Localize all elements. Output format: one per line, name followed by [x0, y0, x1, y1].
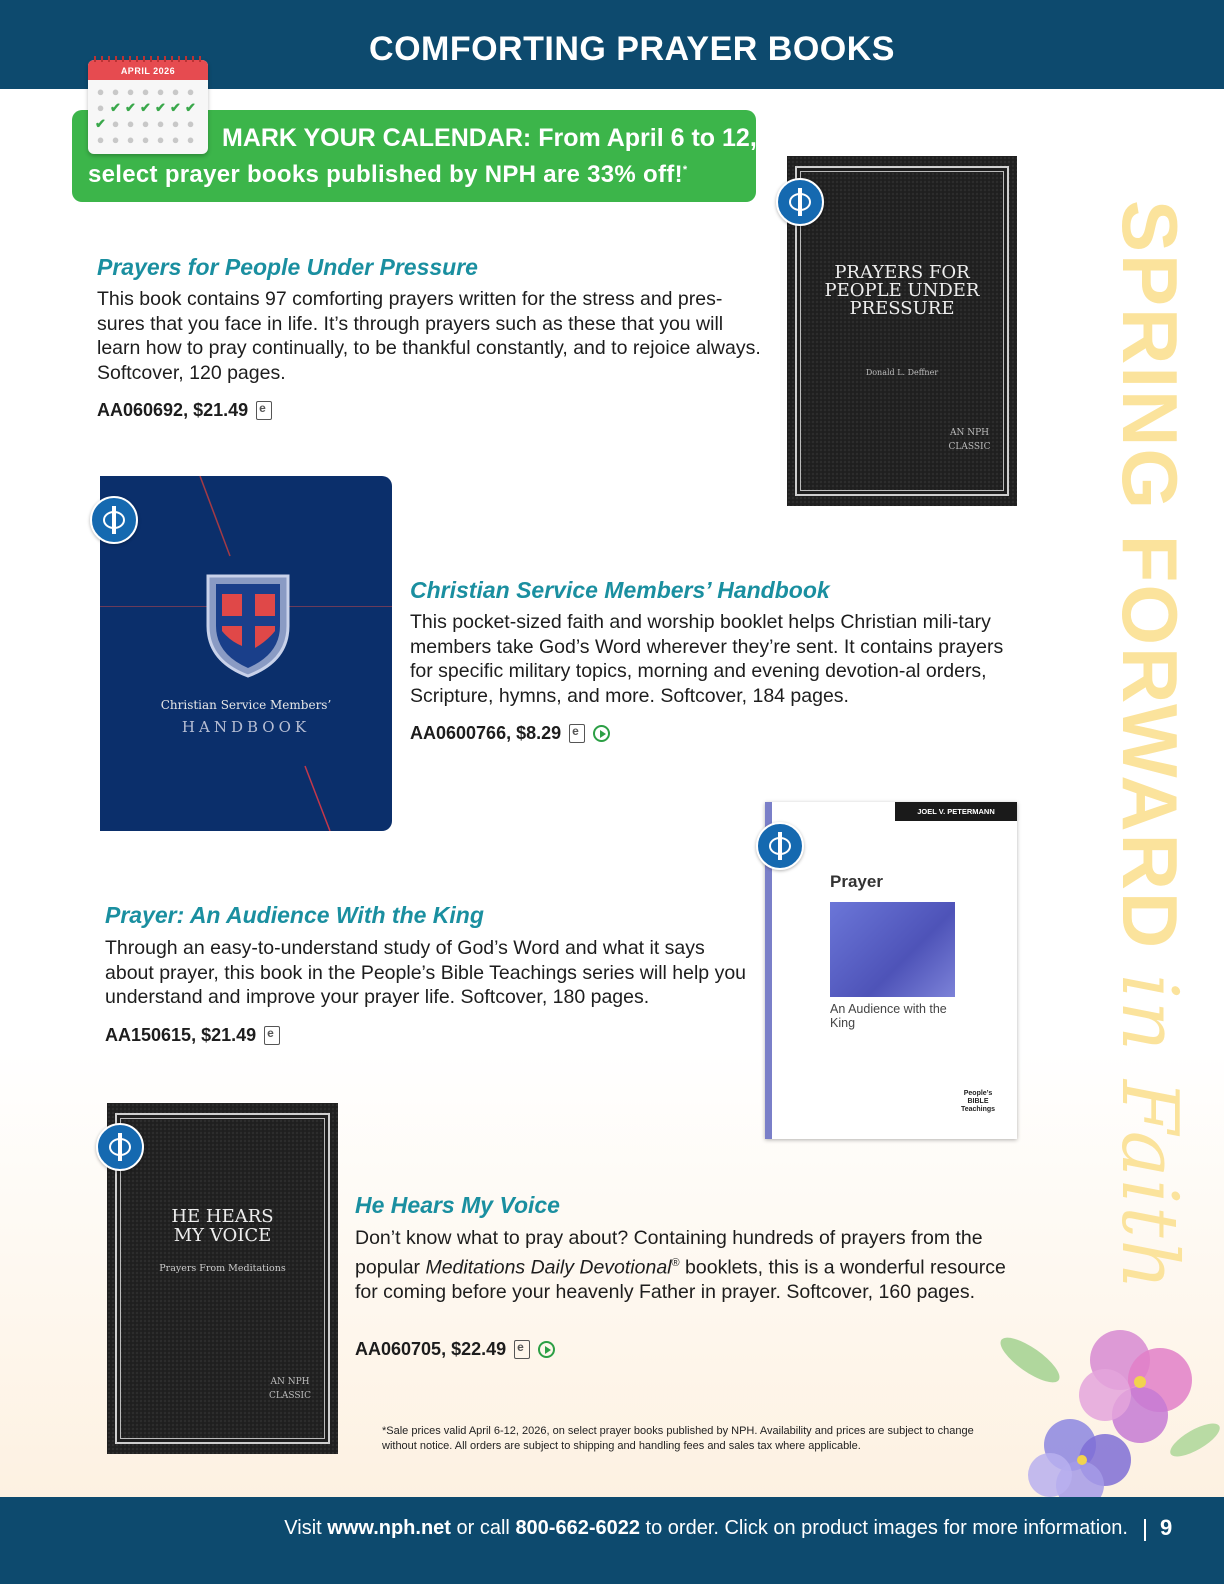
flower-decoration-icon — [990, 1320, 1224, 1520]
cover-author: JOEL V. PETERMANN — [895, 802, 1017, 821]
product-sku-4: AA060705, $22.49 e — [355, 1339, 555, 1360]
ebook-icon — [264, 1026, 280, 1045]
promo-line-2: select prayer books published by NPH are 33% off!* — [88, 161, 688, 188]
wels-cross-icon — [756, 822, 804, 870]
product-description-2: This pocket-sized faith and worship booklet helps Christian mili-tary members take God’s Word wherever they’re sent. It contains prayers for specific military topics, morning and evening devotion-al orders, Scripture, hymns, and more. Softcover, 184 pages. — [410, 611, 1004, 707]
product-sku-1: AA060692, $21.49 e — [97, 400, 272, 421]
footer-phone[interactable]: 800-662-6022 — [515, 1517, 640, 1539]
product-title-1[interactable]: Prayers for People Under Pressure — [97, 254, 478, 280]
promo-headline: MARK YOUR CALENDAR: From April 6 to 12, — [222, 124, 757, 152]
footer-url-link[interactable]: www.nph.net — [327, 1517, 451, 1539]
footer-order-info: Visit www.nph.net or call 800-662-6022 to order. Click on product images for more information. — [284, 1517, 1128, 1539]
cover-subtitle: HANDBOOK — [181, 718, 311, 736]
cover-lines — [100, 476, 392, 831]
audio-play-icon — [593, 725, 610, 742]
cover-title: Prayer — [830, 872, 883, 891]
cover-subtitle: An Audience with the King — [830, 1002, 947, 1030]
cover-title: PRAYERS FOR PEOPLE UNDER PRESSURE — [824, 262, 980, 319]
product-description-1: This book contains 97 comforting prayers written for the stress and pres-sures that you face in life. It’s through prayers such as these that you will learn how to pray continually, to be thankful constantly, and to rejoice always. Softcover, 120 pages. — [97, 288, 761, 384]
product-description-4: Don’t know what to pray about? Containing hundreds of prayers from the popular Meditations Daily Devotional® booklets, this is a wonderful resource for coming before your heavenly Father in prayer. Softcover, 160 pages. — [355, 1227, 1006, 1303]
calendar-icon: APRIL 2026 ● ● ● ● ● ● ● ● ✔ ✔ ✔ ✔ ✔ ✔ ✔ ● ● ● ● ● ● ● ● ● ● ● ● ● — [88, 60, 208, 154]
cover-subtitle: Prayers From Meditations — [159, 1263, 286, 1274]
product-title-4[interactable]: He Hears My Voice — [355, 1192, 560, 1218]
footer-divider — [1144, 1519, 1146, 1541]
calendar-month: APRIL 2026 — [88, 60, 208, 80]
cover-title: HE HEARS MY VOICE — [171, 1206, 274, 1246]
classic-logo: AN NPH CLASSIC — [269, 1377, 311, 1401]
product-sku-3: AA150615, $21.49 e — [105, 1025, 280, 1046]
product-title-2[interactable]: Christian Service Members’ Handbook — [410, 577, 830, 603]
wels-cross-icon — [90, 496, 138, 544]
product-image-service-members-handbook[interactable] — [100, 476, 392, 831]
page-number: 9 — [1160, 1515, 1173, 1540]
cover-art — [830, 902, 955, 997]
wels-cross-icon — [96, 1123, 144, 1171]
wels-cross-icon — [776, 178, 824, 226]
page-title: COMFORTING PRAYER BOOKS — [369, 30, 895, 68]
series-logo: People’s BIBLE Teachings — [960, 1090, 996, 1113]
product-description-3: Through an easy-to-understand study of God’s Word and what it says about prayer, this book in the People’s Bible Teachings series will help you understand and improve your prayer life. Softcover, 180 pages. — [105, 937, 747, 1008]
cover-title: Christian Service Members’ — [160, 698, 332, 712]
audio-play-icon — [538, 1341, 555, 1358]
product-title-3[interactable]: Prayer: An Audience With the King — [105, 902, 484, 928]
classic-logo: AN NPH CLASSIC — [948, 428, 991, 452]
cover-author: Donald L. Deffner — [865, 368, 939, 377]
ebook-icon — [256, 401, 272, 420]
ebook-icon — [514, 1340, 530, 1359]
footnote: *Sale prices valid April 6-12, 2026, on select prayer books published by NPH. Availability and prices are subject to change without notice. All orders are subject to shipping and handling fees and sales tax where applicable. — [382, 1425, 974, 1452]
ebook-icon — [569, 724, 585, 743]
side-banner: SPRING FORWARD in Faith — [1104, 200, 1194, 1292]
product-sku-2: AA0600766, $8.29 e — [410, 723, 610, 744]
page-footer — [0, 1497, 1224, 1584]
